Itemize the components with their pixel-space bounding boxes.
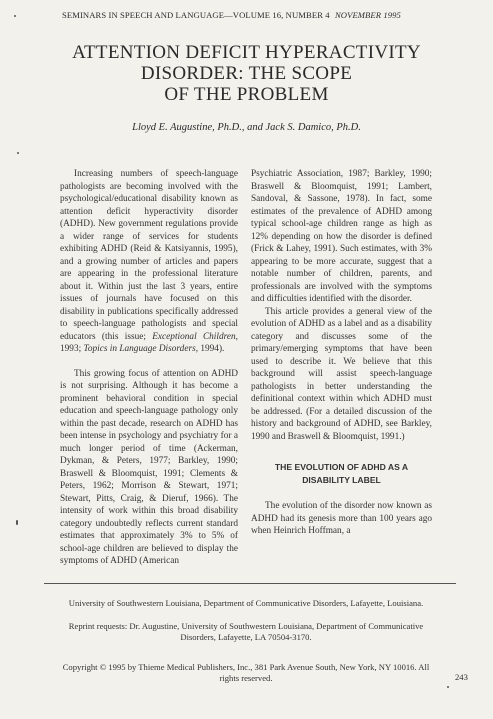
- scan-speck: [14, 15, 16, 17]
- scan-speck: [447, 686, 449, 688]
- article-title: [20, 42, 473, 105]
- intro-text-mid: 1993;: [60, 344, 84, 354]
- journal-citation-topics: Topics in Language Disorders,: [83, 344, 199, 354]
- paragraph-focus: This growing focus of attention on ADHD is not surprising. Although it has become a prominent behavioral condition in special education and speech-language pathology only within the past decade, research on ADHD has been intense in psychology and psychiatry for a much longer period of time (Ackerman, Dykman, & Peters, 1977; Barkley, 1990; Braswell & Bloomquist, 1991; Clements & Peters, 1962; Morrison & Stewart, 1971; Stewart, Pitts, Craig, & Dieruf, 1966). The intensity of work within this broad disability category undoubtedly reflects current standard estimates that approximately 3% to 5% of school-age children are believed to display the symptoms of ADHD (American: [60, 368, 238, 566]
- title-line-2: DISORDER: THE SCOPE: [140, 63, 353, 84]
- section-heading: THE EVOLUTION OF ADHD AS A DISABILITY LABEL: [274, 462, 409, 485]
- right-column: [251, 168, 432, 538]
- author-byline: Lloyd E. Augustine, Ph.D., and Jack S. Damico, Ph.D.: [132, 122, 361, 133]
- title-line-3: OF THE PROBLEM: [164, 84, 329, 105]
- issue-date: NOVEMBER 1995: [334, 10, 401, 20]
- paragraph-evolution: The evolution of the disorder now known as ADHD had its genesis more than 100 years ago when Heinrich Hoffman, a: [251, 501, 432, 536]
- page-number: 243: [455, 672, 468, 682]
- scan-speck: [16, 520, 18, 525]
- reprint-requests: Reprint requests: Dr. Augustine, University of Southwestern Louisiana, Department of Communicative Disorders, Lafayette, LA 70504-3170.: [68, 621, 424, 642]
- paragraph-overview: This article provides a general view of the evolution of ADHD as a label and as a disability category and discusses some of the primary/emerging symptoms that have been used to describe it. We believe that this background will assist speech-language pathologists in better understanding the definitional context within which ADHD must be addressed. (For a detailed discussion of the history and background of ADHD, see Barkley, 1990 and Braswell & Bloomquist, 1991.): [251, 306, 432, 442]
- running-head: [62, 10, 401, 20]
- scan-speck: [17, 152, 19, 154]
- paragraph-intro: [60, 168, 238, 356]
- copyright-notice: Copyright © 1995 by Thieme Medical Publishers, Inc., 381 Park Avenue South, New York, NY 10016. All rights reserved.: [62, 662, 430, 683]
- paragraph-spacer: [60, 356, 238, 368]
- left-column: [60, 168, 238, 568]
- journal-citation-exceptional-children: Exceptional Children,: [152, 331, 238, 342]
- journal-volume-line: SEMINARS IN SPEECH AND LANGUAGE—VOLUME 16, NUMBER 4: [62, 10, 330, 20]
- intro-text-end: 1994).: [198, 344, 225, 354]
- author-affiliation: University of Southwestern Louisiana, Department of Communicative Disorders, Lafayette, Louisiana.: [68, 598, 424, 608]
- title-line-1: ATTENTION DEFICIT HYPERACTIVITY: [72, 42, 421, 63]
- paragraph-focus-continued: Psychiatric Association, 1987; Barkley, 1990; Braswell & Bloomquist, 1991; Lambert, Sandoval, & Sassone, 1978). In fact, some estimates of the prevalence of ADHD among typical school-age children range as high as 12% depending on how the disorder is defined (Frick & Lahey, 1991). Such estimates, with 3% appearing to be more accurate, suggest that a notable number of children, parents, and professionals are involved with the symptoms and difficulties identified with the disorder.: [251, 169, 432, 304]
- footnote-divider: [44, 583, 456, 584]
- intro-text: Increasing numbers of speech-language pathologists are becoming involved with the psychological/educational disability known as attention deficit hyperactivity disorder (ADHD). New government regulations provide a wider range of services for students exhibiting ADHD (Reid & Katsiyannis, 1995), and a growing number of articles and papers are appearing in the professional literature about it. Within just the last 3 years, entire issues of journals have focused on this disability in publications specifically addressed to speech-language pathologists and special educators (this issue;: [60, 169, 238, 342]
